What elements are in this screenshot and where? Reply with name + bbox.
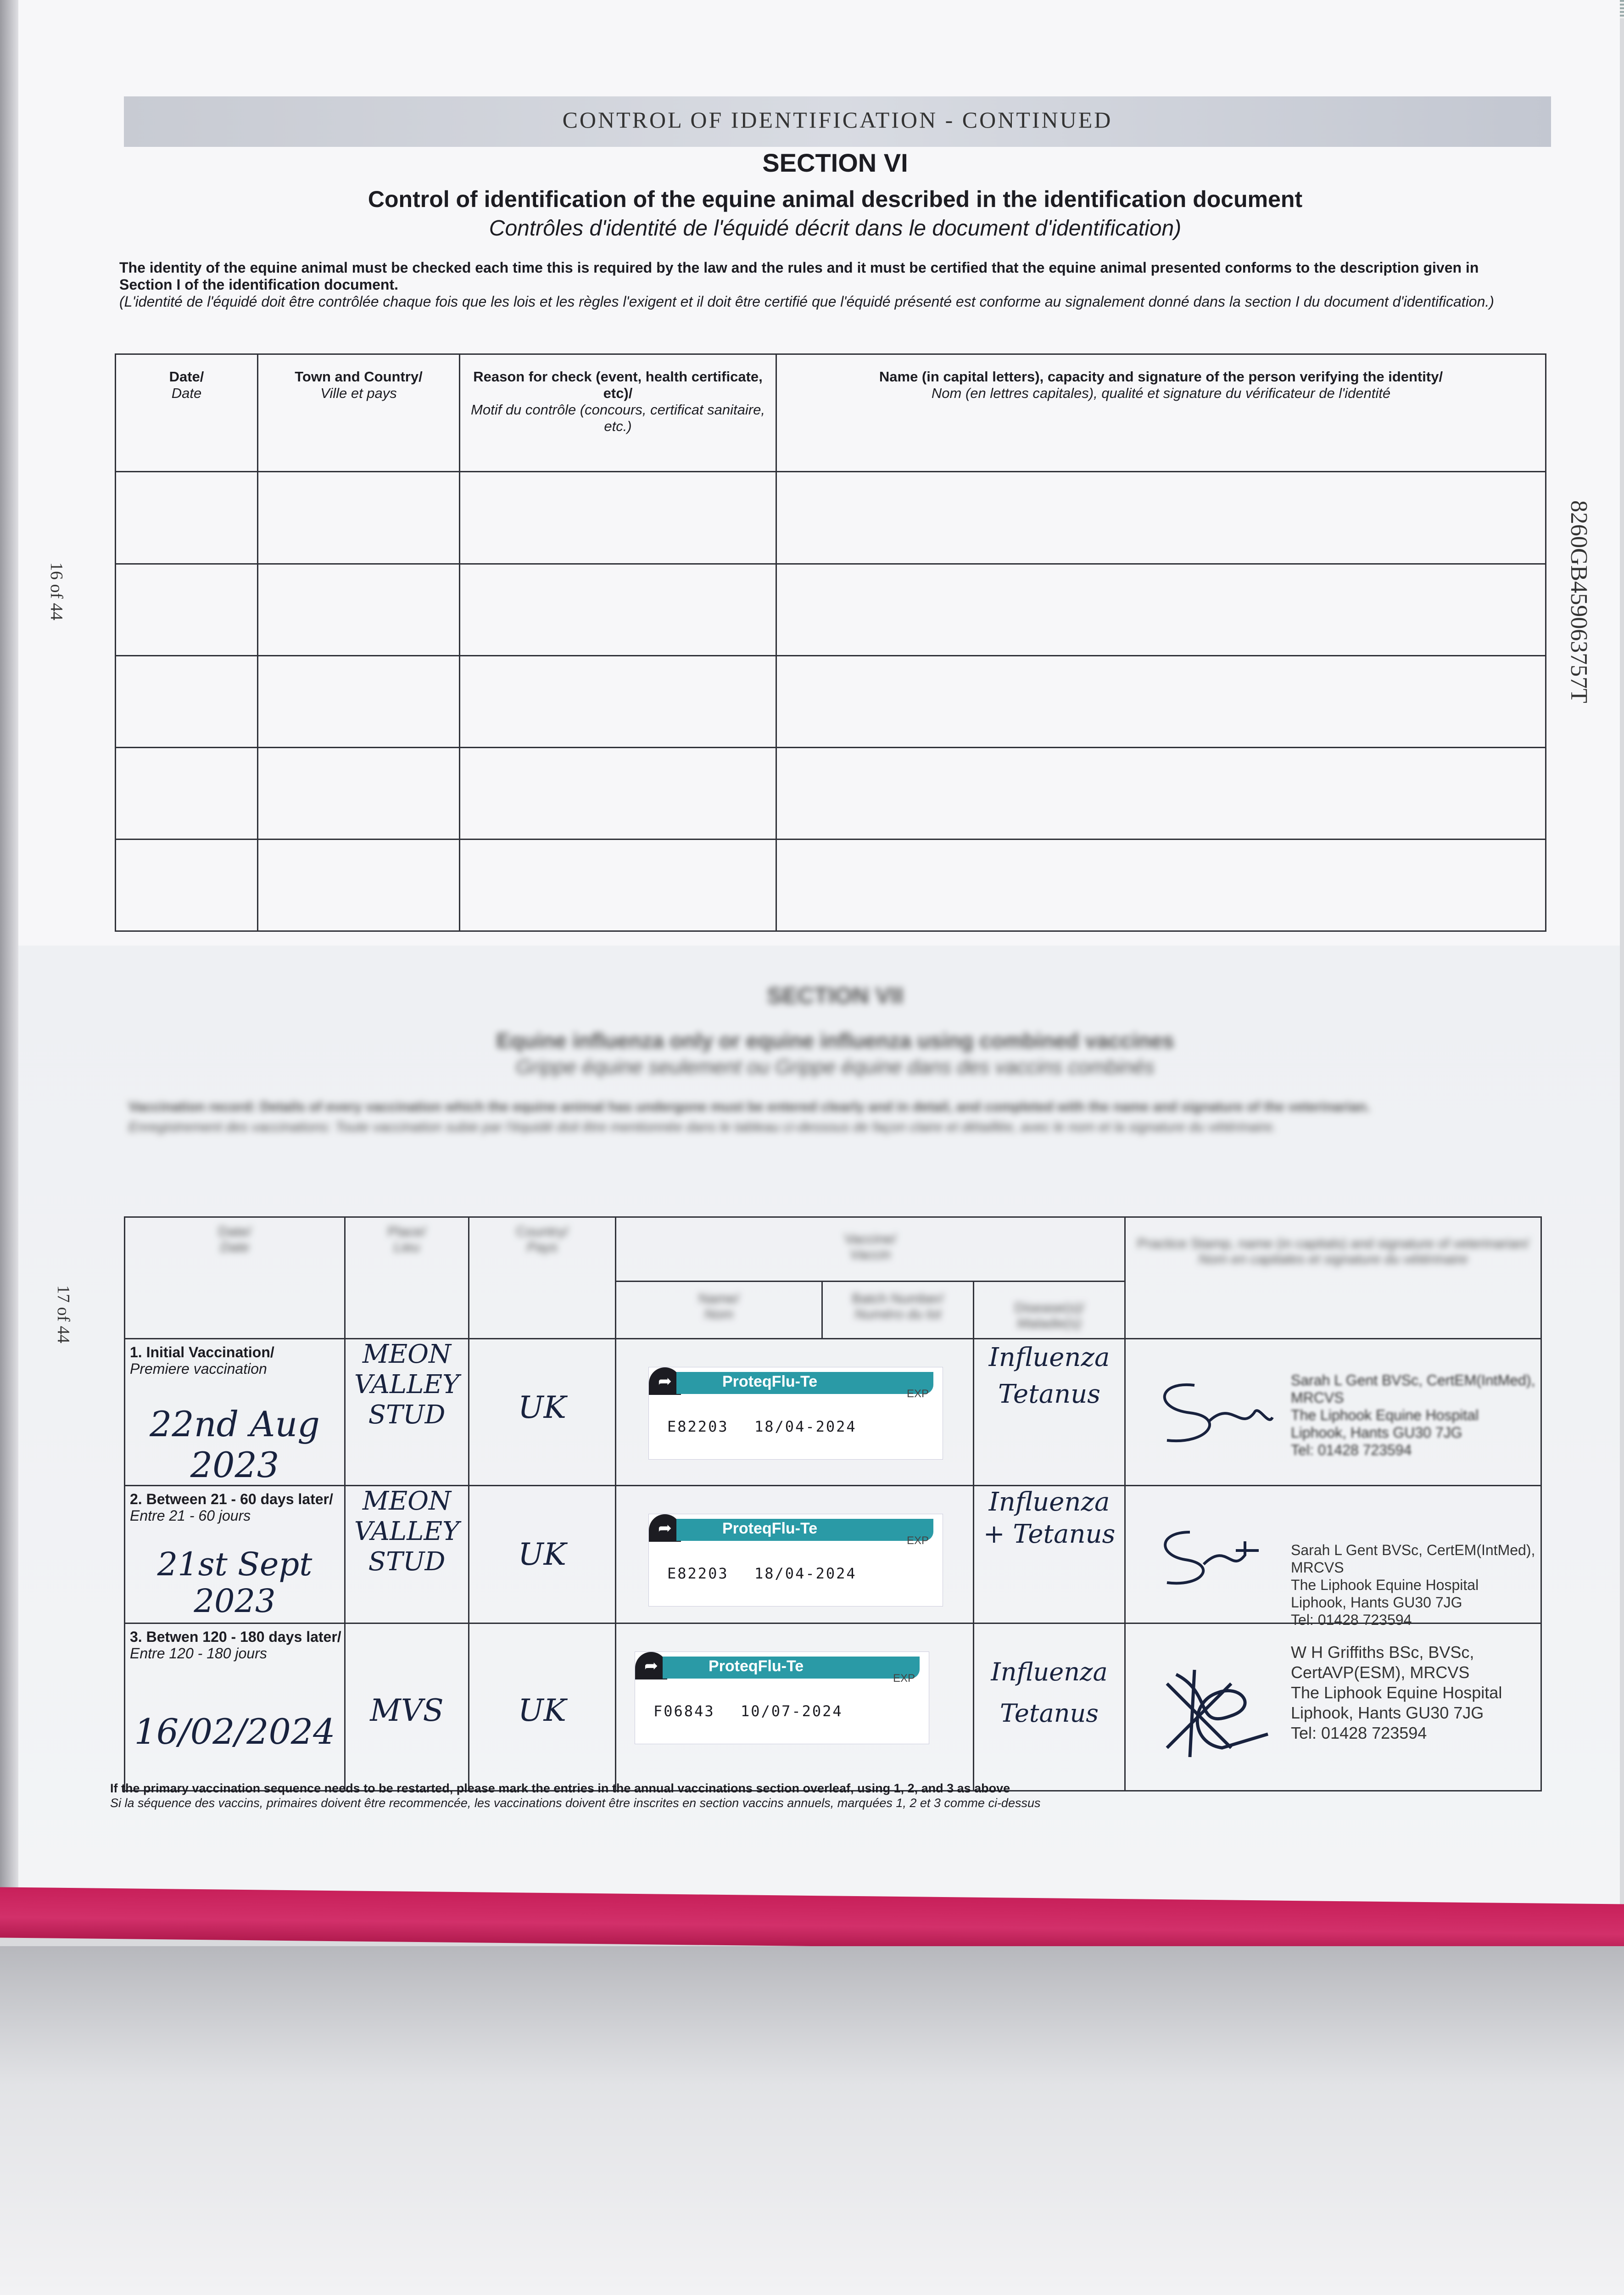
- header-town: [258, 354, 460, 472]
- section-vii-intro: [128, 1097, 1537, 1137]
- vacc-header-country-fr: Pays: [527, 1240, 558, 1255]
- footnote: [110, 1781, 1533, 1810]
- sticker-logo-icon: ➦: [635, 1652, 667, 1679]
- header-name-en: Name (in capital letters), capacity and signature of the person verifying the identity/: [879, 369, 1443, 385]
- vet-stamp-line: Liphook, Hants GU30 7JG: [1291, 1594, 1462, 1611]
- handwritten-diseases: Influenza + Tetanus: [974, 1486, 1125, 1623]
- vet-stamp-line: The Liphook Equine Hospital: [1291, 1683, 1502, 1702]
- vet-stamp-line: Sarah L Gent BVSc, CertEM(IntMed), MRCVS: [1291, 1372, 1535, 1406]
- sticker-logo-icon: ➦: [649, 1367, 681, 1395]
- header-reason-fr: Motif du contrôle (concours, certificat sanitaire, etc.): [471, 402, 765, 434]
- vet-cell: [1125, 1486, 1541, 1628]
- section-subtitle-fr: Contrôles d'identité de l'équidé décrit dans le document d'identification): [489, 216, 1182, 241]
- scanner-background: [0, 1946, 1624, 2295]
- section-vii-title: SECTION VII: [767, 983, 904, 1008]
- section-vii-subtitle-en: Equine influenza only or equine influenza using combined vaccines: [496, 1029, 1174, 1052]
- sticker-logo-icon: ➦: [649, 1514, 681, 1542]
- vacc-header-diseases-fr: Maladie(s): [1017, 1316, 1082, 1331]
- sticker-exp: EXP: [893, 1672, 915, 1685]
- vet-stamp-line: Liphook, Hants GU30 7JG: [1291, 1703, 1484, 1722]
- sticker-exp: EXP: [906, 1388, 929, 1400]
- section-vii-intro-en: Vaccination record: Details of every vaccination which the equine animal has undergone must be entered clearly and in detail, and completed with the name and signature of the veterinarian.: [128, 1099, 1370, 1114]
- footnote-en: If the primary vaccination sequence needs to be restarted, please mark the entries in the annual vaccinations section overleaf, using 1, 2, and 3 as above: [110, 1781, 1010, 1795]
- header-date-fr: Date: [171, 385, 202, 401]
- section-subtitle-en: Control of identification of the equine animal described in the identification document: [368, 186, 1303, 212]
- section-vii-subtitle-fr: Grippe équine seulement ou Grippe équine dans des vaccins combinés: [516, 1056, 1155, 1078]
- vacc-header-diseases: [974, 1282, 1125, 1339]
- table-header-row: [116, 354, 1546, 472]
- handwritten-date: 16/02/2024: [134, 1711, 335, 1752]
- handwritten-country: UK: [469, 1486, 616, 1623]
- row-label-fr: Premiere vaccination: [130, 1360, 267, 1377]
- vet-stamp-line: Sarah L Gent BVSc, CertEM(IntMed), MRCVS: [1291, 1542, 1535, 1576]
- vet-stamp: [1291, 1371, 1540, 1459]
- vacc-header-vaccine-fr: Vaccin: [850, 1247, 891, 1262]
- vaccine-sticker-cell: [616, 1339, 974, 1486]
- vaccine-sticker: [648, 1367, 943, 1460]
- sticker-batch: F06843: [653, 1702, 715, 1720]
- header-reason: [460, 354, 776, 472]
- table-row: [116, 472, 1546, 564]
- vacc-header-country-en: Country/: [516, 1224, 569, 1239]
- vacc-header-vet-en: Practice Stamp, name (in capitals) and signature of veterinarian/: [1137, 1236, 1529, 1251]
- signature-image: [1139, 1371, 1277, 1454]
- section-vii-intro-fr: Enregistrement des vaccinations: Toute vaccination subie par l'équidé doit être mentionnée dans le tableau ci-dessous de façon claire et détaillée, avec le nom et la signature du vétérinaire.: [128, 1120, 1277, 1135]
- handwritten-country: UK: [469, 1623, 616, 1791]
- vacc-header-name: [616, 1282, 822, 1339]
- vacc-row-second: [125, 1486, 1541, 1623]
- handwritten-date: 21st Sept 2023: [157, 1545, 313, 1620]
- vacc-header-batch-fr: Numéro du lot: [854, 1307, 941, 1322]
- vet-stamp: [1291, 1541, 1540, 1629]
- vacc-header-date: [125, 1217, 345, 1339]
- header-date-en: Date/: [169, 369, 204, 385]
- vet-stamp-line: The Liphook Equine Hospital: [1291, 1407, 1479, 1423]
- intro-text: [119, 259, 1533, 310]
- signature-image: [1139, 1518, 1277, 1596]
- vacc-header-place-fr: Lieu: [394, 1240, 420, 1255]
- row-label: [125, 1624, 344, 1662]
- sticker-brand: ProteqFlu-Te: [722, 1373, 818, 1390]
- header-date: [116, 354, 258, 472]
- sticker-brand: ProteqFlu-Te: [722, 1520, 818, 1537]
- vacc-header-vaccine-en: Vaccine/: [844, 1231, 896, 1247]
- vacc-header-batch-en: Batch Number/: [852, 1291, 944, 1306]
- vet-stamp: [1291, 1642, 1502, 1743]
- footnote-fr: Si la séquence des vaccins, primaires doivent être recommencée, les vaccinations doivent être inscrites en section vaccins annuels, marquées 1, 2 et 3 comme ci-dessus: [110, 1796, 1041, 1810]
- vacc-row-third: [125, 1623, 1541, 1791]
- vaccine-sticker-cell: [616, 1623, 974, 1791]
- row-label: [125, 1339, 344, 1377]
- vacc-date-cell: [125, 1339, 345, 1486]
- vaccination-table: [124, 1216, 1542, 1791]
- header-reason-en: Reason for check (event, health certificate, etc)/: [473, 369, 763, 401]
- handwritten-place: MEON VALLEY STUD: [345, 1486, 469, 1623]
- page-number-top: 16 of 44: [47, 562, 66, 621]
- passport-number: 8260GB459063757T: [1566, 500, 1592, 703]
- vaccine-sticker: [635, 1651, 929, 1744]
- handwritten-place: MVS: [345, 1623, 469, 1791]
- vacc-header-date-fr: Date: [220, 1240, 250, 1255]
- handwritten-date: 22nd Aug 2023: [150, 1404, 320, 1485]
- vacc-header-batch: [822, 1282, 974, 1339]
- handwritten-diseases: Influenza Tetanus: [974, 1623, 1125, 1791]
- signature-image: [1139, 1656, 1277, 1766]
- vacc-header-place: [345, 1217, 469, 1339]
- section-title: SECTION VI: [762, 148, 908, 177]
- vet-cell: [1125, 1339, 1541, 1486]
- vacc-row-initial: [125, 1339, 1541, 1486]
- vet-stamp-line: The Liphook Equine Hospital: [1291, 1577, 1479, 1593]
- sticker-batch: E82203: [667, 1418, 729, 1435]
- handwritten-country: UK: [469, 1339, 616, 1486]
- header-name-fr: Nom (en lettres capitales), qualité et signature du vérificateur de l'identité: [931, 385, 1391, 401]
- vacc-date-cell: [125, 1623, 345, 1791]
- intro-fr: (L'identité de l'équidé doit être contrôlée chaque fois que les lois et les règles l'exigent et il doit être certifié que l'équidé présenté est conforme au signalement donné dans la section I du document d'identification.): [119, 293, 1494, 310]
- vacc-header-place-en: Place/: [387, 1224, 426, 1239]
- table-row: [116, 839, 1546, 931]
- vacc-date-cell: [125, 1486, 345, 1623]
- vet-stamp-line: Tel: 01428 723594: [1291, 1724, 1427, 1742]
- vaccine-sticker-cell: [616, 1486, 974, 1623]
- sticker-expiry: 18/04-2024: [754, 1565, 857, 1582]
- row-label-fr: Entre 21 - 60 jours: [130, 1507, 251, 1524]
- header-town-fr: Ville et pays: [320, 385, 397, 401]
- scanner-left-edge: [0, 0, 18, 1905]
- vacc-header-name-en: Name/: [698, 1291, 739, 1306]
- vacc-header-vet: [1125, 1217, 1541, 1339]
- row-label-en: 3. Betwen 120 - 180 days later/: [130, 1629, 341, 1645]
- table-row: [116, 655, 1546, 747]
- vet-stamp-line: Tel: 01428 723594: [1291, 1612, 1412, 1628]
- vacc-header-date-en: Date/: [218, 1224, 251, 1239]
- header-town-en: Town and Country/: [295, 369, 423, 385]
- vet-cell: [1125, 1623, 1541, 1791]
- table-row: [116, 747, 1546, 839]
- table-row: [116, 564, 1546, 655]
- sticker-expiry: 18/04-2024: [754, 1418, 857, 1435]
- row-label: [125, 1486, 344, 1524]
- sticker-brand: ProteqFlu-Te: [709, 1657, 804, 1675]
- header-band-text: CONTROL OF IDENTIFICATION - CONTINUED: [562, 107, 1113, 133]
- vacc-header-vet-fr: Nom en capitales et signature du vétérinaire: [1198, 1252, 1468, 1267]
- row-label-fr: Entre 120 - 180 jours: [130, 1645, 267, 1662]
- row-label-en: 1. Initial Vaccination/: [130, 1344, 274, 1360]
- handwritten-place: MEON VALLEY STUD: [345, 1339, 469, 1486]
- vaccine-sticker: [648, 1514, 943, 1606]
- vacc-header-name-fr: Nom: [704, 1307, 734, 1322]
- sticker-exp: EXP: [906, 1534, 929, 1547]
- page-number-bottom: 17 of 44: [54, 1285, 73, 1343]
- header-band: [124, 96, 1551, 147]
- sticker-expiry: 10/07-2024: [741, 1702, 843, 1720]
- vet-stamp-line: Liphook, Hants GU30 7JG: [1291, 1424, 1462, 1441]
- vacc-header-country: [469, 1217, 616, 1339]
- sticker-batch: E82203: [667, 1565, 729, 1582]
- identity-check-table: [115, 353, 1546, 932]
- vacc-header-vaccine: [616, 1217, 1125, 1282]
- vet-stamp-line: W H Griffiths BSc, BVSc,: [1291, 1643, 1474, 1662]
- vet-stamp-line: CertAVP(ESM), MRCVS: [1291, 1663, 1470, 1682]
- vet-stamp-line: Tel: 01428 723594: [1291, 1442, 1412, 1458]
- vacc-header-row: [125, 1217, 1541, 1282]
- header-name: [776, 354, 1546, 472]
- handwritten-diseases: Influenza Tetanus: [974, 1339, 1125, 1486]
- vacc-header-diseases-en: Disease(s)/: [1014, 1300, 1084, 1315]
- intro-en: The identity of the equine animal must be checked each time this is required by the law and the rules and it must be certified that the equine animal presented conforms to the description given in Section I of the identification document.: [119, 259, 1479, 293]
- row-label-en: 2. Between 21 - 60 days later/: [130, 1491, 333, 1507]
